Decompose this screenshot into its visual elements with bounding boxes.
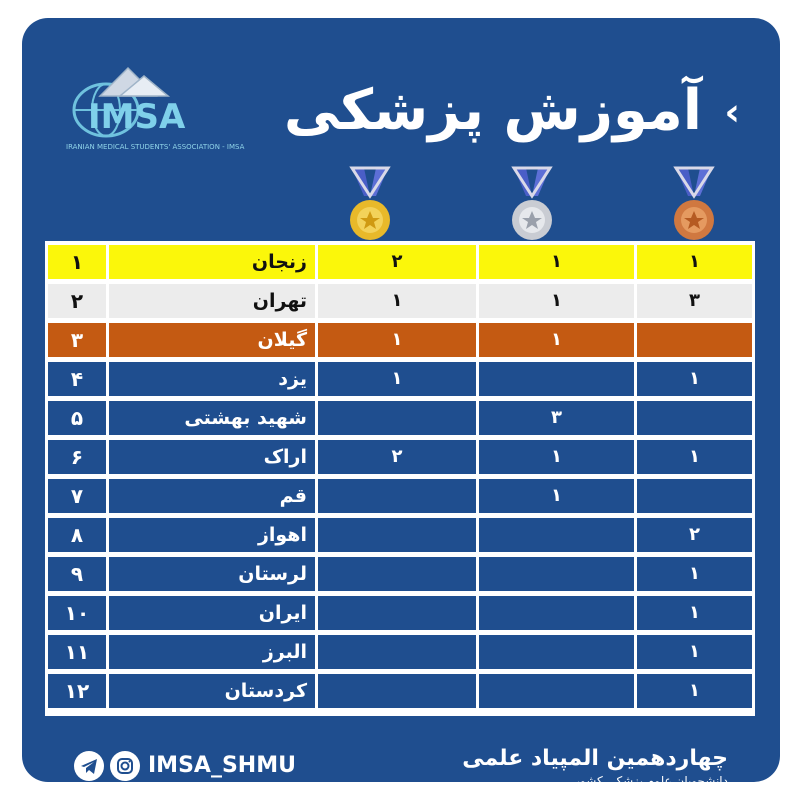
social-handle[interactable]: IMSA_SHMU [148, 753, 296, 778]
table-row [48, 284, 752, 318]
silver-count-cell: ۱ [479, 323, 634, 357]
bronze-count-cell [637, 401, 752, 435]
rank-cell: ۷ [48, 479, 106, 513]
province-cell: یزد [109, 362, 315, 396]
bronze-count-cell: ۱ [637, 245, 752, 279]
table-row [48, 557, 752, 591]
province-cell: ایران [109, 596, 315, 630]
rank-cell: ۶ [48, 440, 106, 474]
gold-count-cell [318, 674, 476, 708]
bronze-count-cell: ۱ [637, 440, 752, 474]
table-row [48, 635, 752, 669]
footer-title: چهاردهمین المپیاد علمی [462, 746, 728, 771]
table-row [48, 479, 752, 513]
bronze-count-cell: ۱ [637, 596, 752, 630]
gold-count-cell: ۱ [318, 284, 476, 318]
rank-cell: ۱۱ [48, 635, 106, 669]
bronze-count-cell: ۱ [637, 674, 752, 708]
province-cell: کردستان [109, 674, 315, 708]
table-row [48, 362, 752, 396]
bronze-count-cell: ۱ [637, 557, 752, 591]
silver-count-cell: ۱ [479, 245, 634, 279]
silver-count-cell: ۳ [479, 401, 634, 435]
bronze-count-cell [637, 479, 752, 513]
gold-count-cell [318, 401, 476, 435]
rank-cell: ۱ [48, 245, 106, 279]
bronze-count-cell: ۳ [637, 284, 752, 318]
silver-count-cell [479, 557, 634, 591]
province-cell: گیلان [109, 323, 315, 357]
province-cell: شهید بهشتی [109, 401, 315, 435]
bronze-count-cell: ۲ [637, 518, 752, 552]
gold-count-cell [318, 479, 476, 513]
table-row [48, 440, 752, 474]
imsa-logo [70, 66, 200, 146]
imsa-logo-icon [70, 66, 200, 146]
table-row [48, 245, 752, 279]
bronze-medal-icon [672, 166, 716, 246]
rank-cell: ۴ [48, 362, 106, 396]
results-table [45, 241, 755, 716]
table-row [48, 323, 752, 357]
silver-count-cell [479, 362, 634, 396]
silver-count-cell: ۱ [479, 479, 634, 513]
gold-count-cell: ۱ [318, 362, 476, 396]
silver-count-cell [479, 596, 634, 630]
chevron-left-icon: ‹ [724, 90, 740, 134]
logo-text: IMSA [88, 97, 186, 137]
silver-count-cell [479, 635, 634, 669]
rank-cell: ۳ [48, 323, 106, 357]
bronze-count-cell: ۱ [637, 362, 752, 396]
rank-cell: ۱۲ [48, 674, 106, 708]
bronze-count-cell: ۱ [637, 635, 752, 669]
gold-count-cell: ۲ [318, 245, 476, 279]
gold-count-cell [318, 518, 476, 552]
rank-cell: ۸ [48, 518, 106, 552]
rank-cell: ۵ [48, 401, 106, 435]
silver-medal-icon [510, 166, 554, 246]
province-cell: زنجان [109, 245, 315, 279]
silver-count-cell [479, 518, 634, 552]
gold-count-cell: ۱ [318, 323, 476, 357]
rank-cell: ۱۰ [48, 596, 106, 630]
table-row [48, 518, 752, 552]
bronze-count-cell [637, 323, 752, 357]
silver-count-cell: ۱ [479, 284, 634, 318]
instagram-icon[interactable] [110, 751, 140, 781]
silver-count-cell [479, 674, 634, 708]
gold-count-cell: ۲ [318, 440, 476, 474]
gold-medal-icon [348, 166, 392, 246]
province-cell: لرستان [109, 557, 315, 591]
province-cell: اهواز [109, 518, 315, 552]
table-row [48, 674, 752, 708]
logo-tagline: IRANIAN MEDICAL STUDENTS' ASSOCIATION - IMSA [66, 143, 245, 151]
table-row [48, 596, 752, 630]
province-cell: اراک [109, 440, 315, 474]
page-title: آموزش پزشکی [283, 78, 702, 143]
gold-count-cell [318, 635, 476, 669]
gold-count-cell [318, 596, 476, 630]
province-cell: البرز [109, 635, 315, 669]
gold-count-cell [318, 557, 476, 591]
footer-subtitle: دانشجویان علوم پزشکی کشور [574, 774, 728, 788]
table-row [48, 401, 752, 435]
rank-cell: ۲ [48, 284, 106, 318]
province-cell: قم [109, 479, 315, 513]
province-cell: تهران [109, 284, 315, 318]
rank-cell: ۹ [48, 557, 106, 591]
telegram-icon[interactable] [74, 751, 104, 781]
silver-count-cell: ۱ [479, 440, 634, 474]
